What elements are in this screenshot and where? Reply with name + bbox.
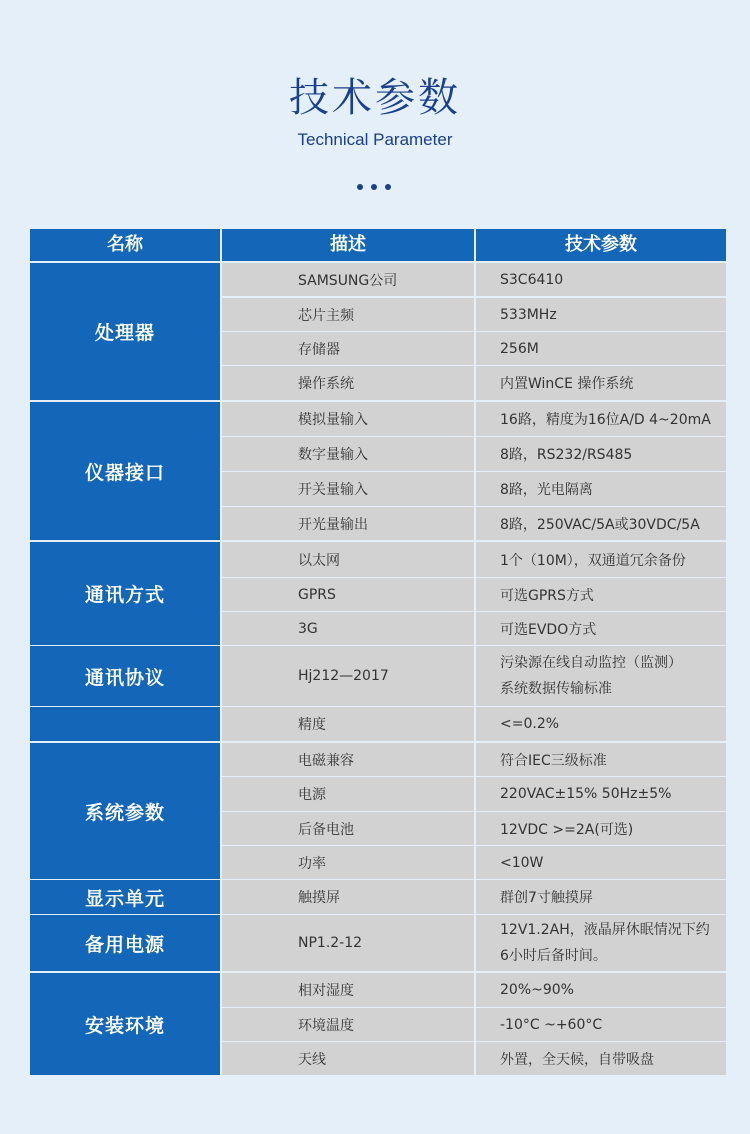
table-row [222, 777, 726, 811]
description-cell: NP1.2-12 [222, 915, 474, 971]
group-name-cell: 备用电源 [30, 915, 220, 971]
parameter-value-cell: 群创7寸触摸屏 [476, 880, 726, 914]
parameter-value-cell: 可选EVDO方式 [476, 612, 726, 645]
table-row [222, 973, 726, 1007]
table-row [222, 578, 726, 611]
table-row [222, 1008, 726, 1041]
table-row [222, 743, 726, 776]
description-cell: 天线 [222, 1042, 474, 1075]
parameter-value-cell: 符合IEC三级标准 [476, 743, 726, 776]
parameter-value-cell: -10°C ~+60°C [476, 1008, 726, 1041]
table-row [222, 263, 726, 296]
group-name-cell: 系统参数 [30, 743, 220, 879]
parameter-value-cell: S3C6410 [476, 263, 726, 296]
description-cell: 相对湿度 [222, 973, 474, 1007]
description-cell: SAMSUNG公司 [222, 263, 474, 296]
description-cell: 后备电池 [222, 812, 474, 845]
parameter-value-cell: 8路，光电隔离 [476, 472, 726, 506]
group-name-cell: 通讯方式 [30, 542, 220, 645]
parameter-value-cell: 8路，RS232/RS485 [476, 437, 726, 471]
table-row [222, 366, 726, 400]
table-row [222, 846, 726, 879]
description-cell: 功率 [222, 846, 474, 879]
parameter-value-cell: 内置WinCE 操作系统 [476, 366, 726, 400]
table-row [222, 542, 726, 577]
parameter-value-cell: <=0.2% [476, 707, 726, 741]
group-name-cell [30, 707, 220, 741]
description-cell: 开关量输入 [222, 472, 474, 506]
table-row [222, 298, 726, 331]
table-row [222, 507, 726, 540]
description-cell: 开光量输出 [222, 507, 474, 540]
table-row [222, 1042, 726, 1075]
table-row [222, 915, 726, 971]
parameter-value-cell [476, 646, 726, 706]
table-row [222, 437, 726, 471]
description-cell: 数字量输入 [222, 437, 474, 471]
table-row [222, 612, 726, 645]
table-row [222, 880, 726, 914]
table-row [222, 707, 726, 741]
group-name-cell: 显示单元 [30, 880, 220, 914]
parameter-value-line: 6小时后备时间。 [500, 948, 607, 964]
column-header-description: 描述 [222, 229, 474, 261]
description-cell: 触摸屏 [222, 880, 474, 914]
description-cell: 3G [222, 612, 474, 645]
parameter-value-cell: 外置，全天候，自带吸盘 [476, 1042, 726, 1075]
description-cell: 模拟量输入 [222, 402, 474, 436]
parameter-value-cell: 1个（10M），双通道冗余备份 [476, 542, 726, 577]
parameter-value-cell: 可选GPRS方式 [476, 578, 726, 611]
description-cell: 电磁兼容 [222, 743, 474, 776]
group-name-cell: 处理器 [30, 263, 220, 400]
parameter-value-cell: 16路，精度为16位A/D 4~20mA [476, 402, 726, 436]
parameter-value-cell [476, 915, 726, 971]
parameter-table [30, 229, 726, 1075]
table-row [222, 812, 726, 845]
page-subtitle: Technical Parameter [297, 130, 453, 149]
parameter-value-cell: 8路，250VAC/5A或30VDC/5A [476, 507, 726, 540]
description-cell: 精度 [222, 707, 474, 741]
description-cell: 操作系统 [222, 366, 474, 400]
table-row [222, 402, 726, 436]
parameter-value-cell: 12VDC >=2A(可选) [476, 812, 726, 845]
description-cell: 环境温度 [222, 1008, 474, 1041]
parameter-value-line: 系统数据传输标准 [500, 681, 612, 697]
parameter-value-cell: 220VAC±15% 50Hz±5% [476, 777, 726, 811]
group-name-cell: 仪器接口 [30, 402, 220, 540]
parameter-value-line: 污染源在线自动监控（监测） [500, 655, 682, 671]
parameter-value-cell: <10W [476, 846, 726, 879]
description-cell: 芯片主频 [222, 298, 474, 331]
parameter-value-cell: 533MHz [476, 298, 726, 331]
column-header-name: 名称 [30, 229, 220, 261]
table-row [222, 646, 726, 706]
decorative-dots [357, 184, 397, 190]
description-cell: 存储器 [222, 332, 474, 365]
description-cell: Hj212—2017 [222, 646, 474, 706]
group-name-cell: 安装环境 [30, 973, 220, 1075]
description-cell: GPRS [222, 578, 474, 611]
table-row [222, 472, 726, 506]
group-name-cell: 通讯协议 [30, 646, 220, 706]
column-header-parameter: 技术参数 [476, 229, 726, 261]
table-row [222, 332, 726, 365]
parameter-value-cell: 256M [476, 332, 726, 365]
description-cell: 电源 [222, 777, 474, 811]
parameter-value-line: 12V1.2AH，液晶屏休眠情况下约 [500, 922, 710, 938]
parameter-value-cell: 20%~90% [476, 973, 726, 1007]
description-cell: 以太网 [222, 542, 474, 577]
page-title: 技术参数 [289, 75, 461, 121]
